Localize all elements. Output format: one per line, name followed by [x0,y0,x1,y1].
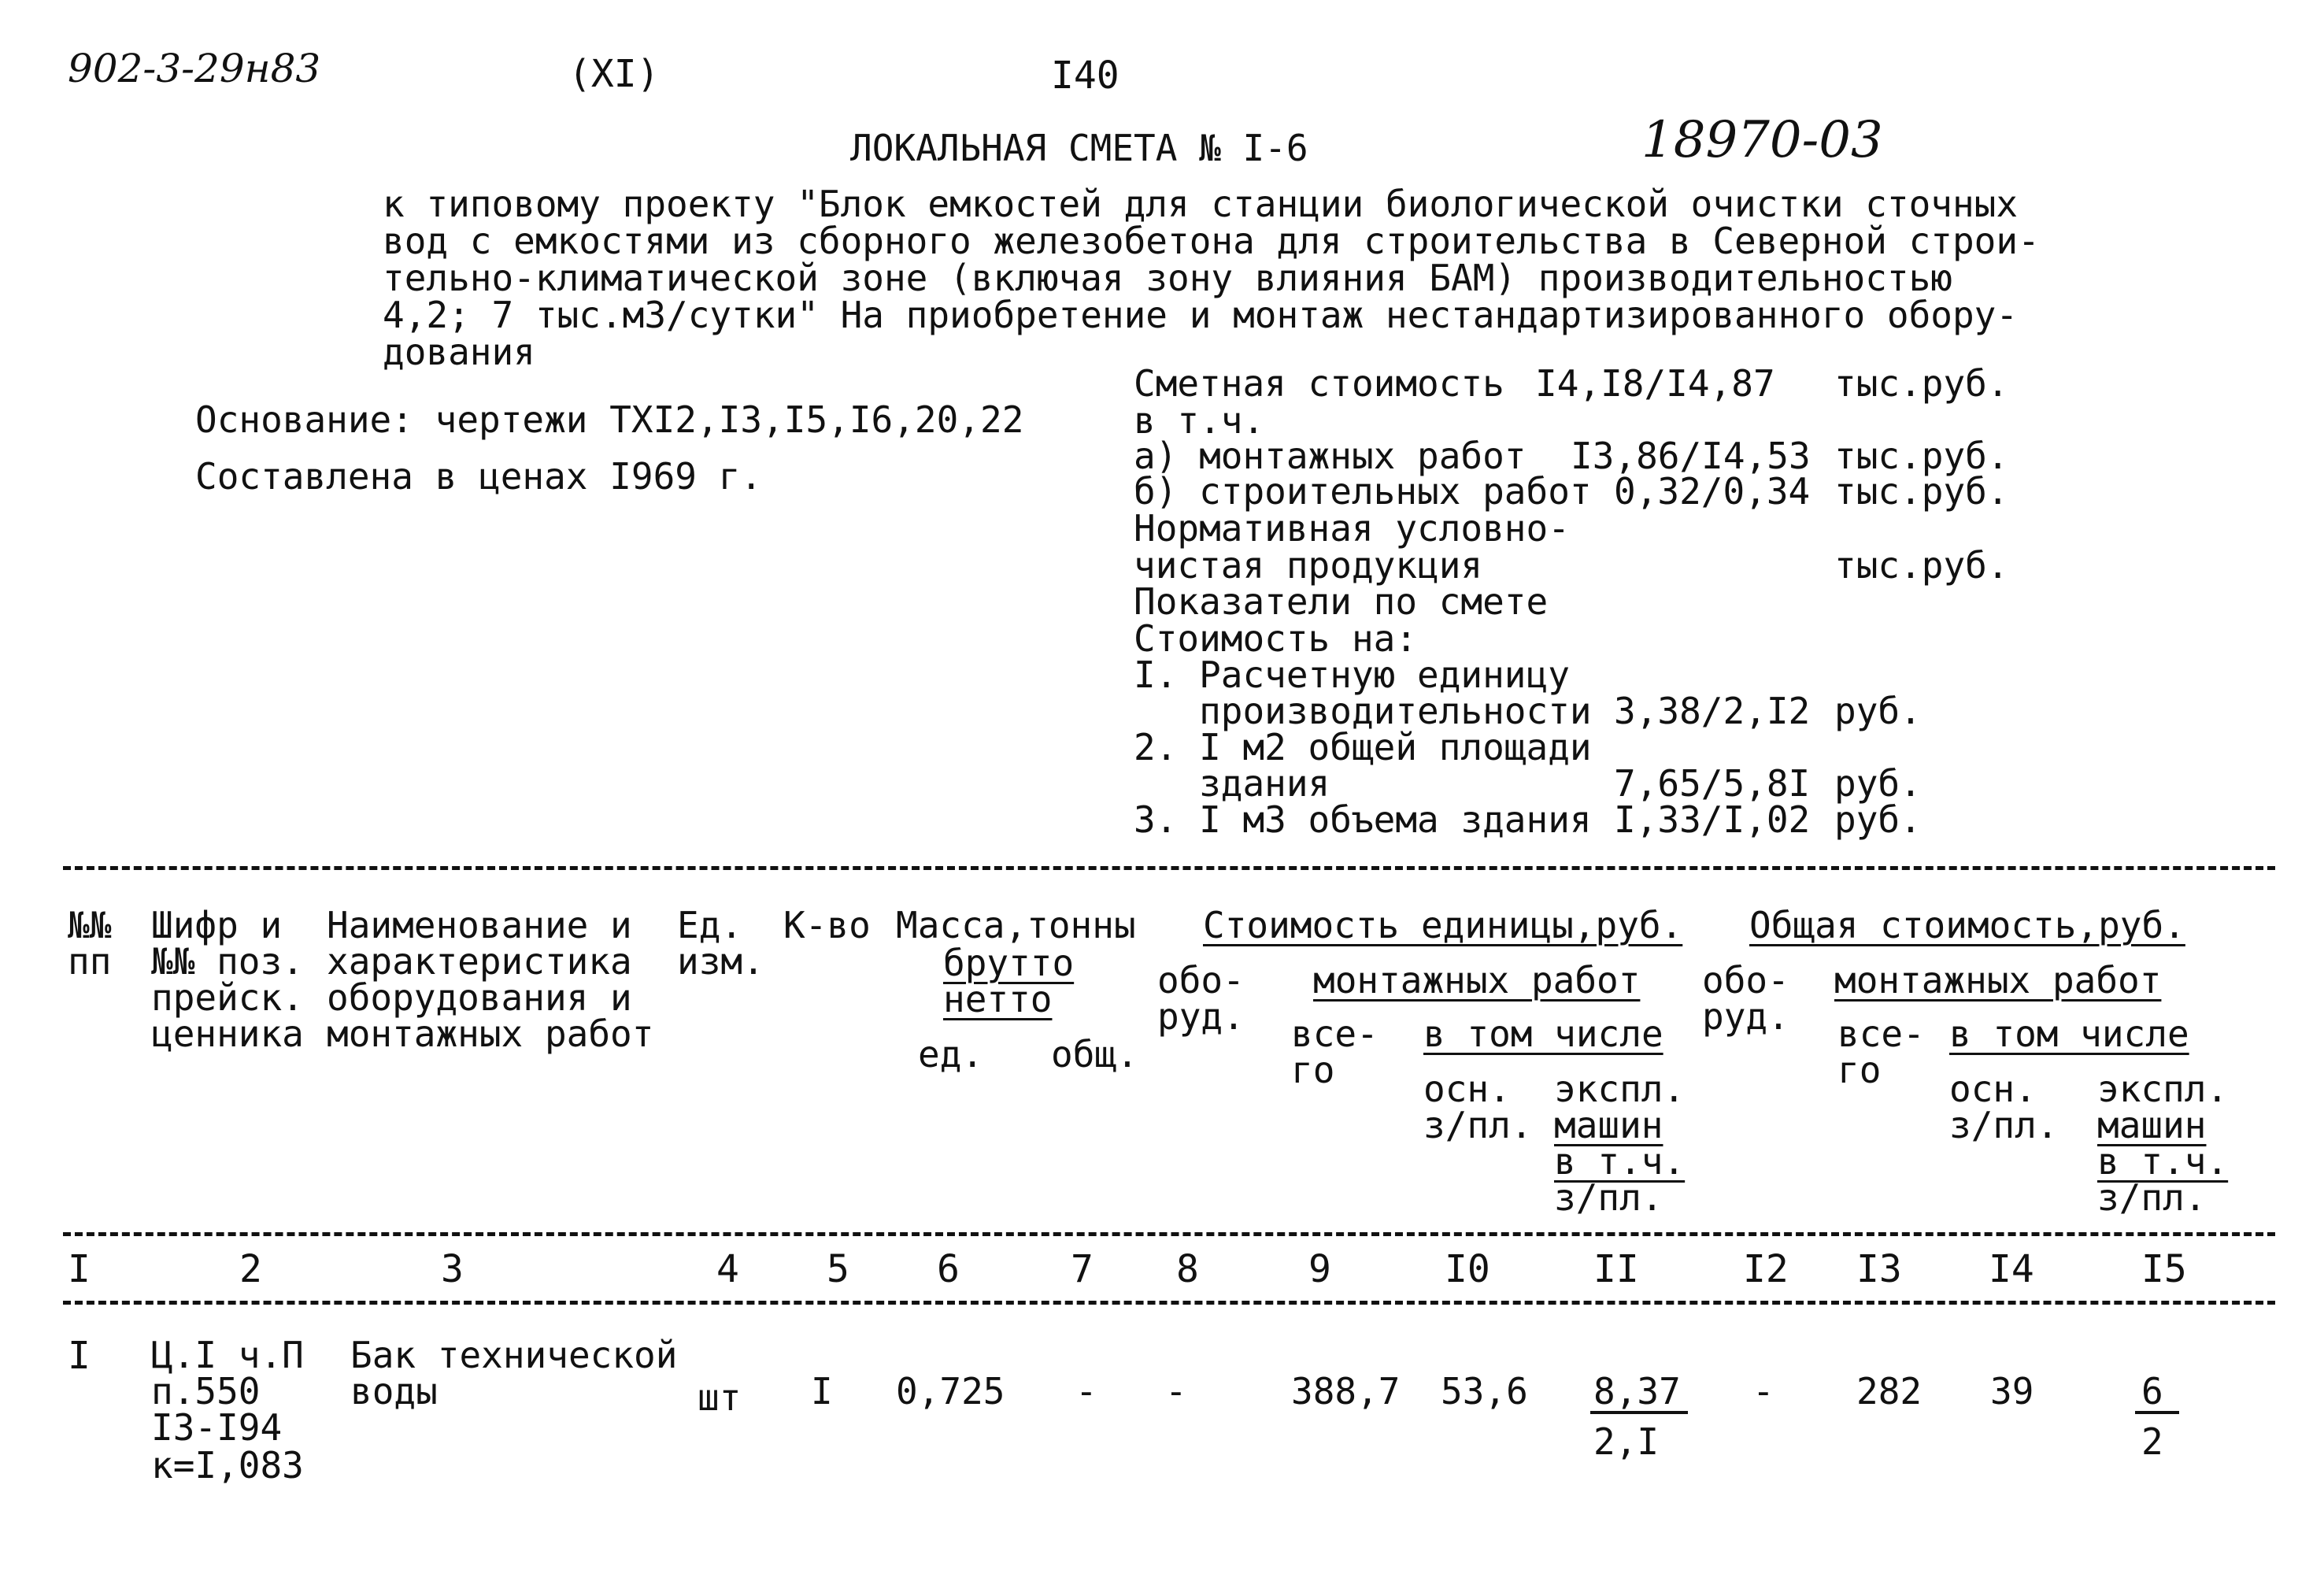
summary-value: 7,65/5,8I [1614,762,1811,805]
part-label: (XI) [568,52,660,96]
summary-label: I. Расчетную единицу [1134,654,1570,696]
description-line: дования [383,331,535,373]
header-total-machine: з/пл. [2097,1176,2207,1219]
column-number: I5 [2141,1247,2187,1291]
summary-unit: тыс.руб. [1834,470,2009,513]
header-unit-equip: обо- [1157,959,1245,1002]
header-unit-machine: машин [1554,1104,1663,1146]
summary-label: чистая продукция [1134,544,1483,587]
column-number: 5 [827,1247,849,1291]
description-line: 4,2; 7 тыс.м3/сутки" На приобретение и монтаж нестандартизированного обору- [383,294,2019,336]
row-code: Ц.I ч.П [151,1334,304,1376]
header-unit-machine: в т.ч. [1554,1140,1686,1183]
fraction-line [1590,1411,1688,1414]
summary-value: I4,I8/I4,87 [1535,362,1775,405]
row-machine-wage-total: 2 [2141,1420,2163,1463]
row-unit: шт [698,1376,742,1419]
summary-unit: руб. [1834,762,1922,805]
column-number: I0 [1445,1247,1490,1291]
summary-label: Стоимость на: [1134,617,1418,660]
summary-label: Показатели по смете [1134,580,1549,623]
album-code: 18970-03 [1641,111,1883,169]
header-col4: изм. [677,940,764,983]
summary-unit: тыс.руб. [1834,435,2009,477]
row-name: воды [350,1370,438,1413]
header-col4: Ед. [677,904,743,946]
header-total-cost: Общая стоимость,руб. [1749,904,2185,946]
header-total-machine: экспл. [2097,1068,2229,1110]
row-code: к=I,083 [151,1444,304,1487]
column-number: 2 [239,1247,262,1291]
summary-label: б) строительных работ [1134,470,1592,513]
header-col1: пп [68,940,112,983]
summary-unit: руб. [1834,798,1922,841]
header-unit-equip: руд. [1157,995,1245,1038]
row-number: I [68,1334,91,1378]
summary-value: I3,86/I4,53 [1571,435,1811,477]
header-unit-total: го [1291,1049,1335,1091]
column-number: I2 [1743,1247,1789,1291]
row-equip-total: - [1752,1370,1774,1413]
header-total-install: монтажных работ [1834,959,2162,1002]
row-wage-unit: 53,6 [1441,1370,1528,1413]
row-wage-total: 39 [1990,1370,2034,1413]
summary-label: 3. I м3 объема здания [1134,798,1592,841]
header-unit-total: все- [1291,1013,1378,1055]
header-netto: нетто [943,978,1053,1020]
header-col2: прейск. [151,976,304,1019]
summary-unit: тыс.руб. [1834,362,2009,405]
column-number: 6 [937,1247,960,1291]
header-unit-machine: з/пл. [1554,1176,1663,1219]
column-number: 3 [441,1247,464,1291]
column-number: II [1593,1247,1639,1291]
header-col2: №№ поз. [151,940,304,983]
row-code: п.550 [151,1370,261,1413]
summary-value: I,33/I,02 [1614,798,1811,841]
row-install-total: 282 [1856,1370,1922,1413]
row-machine-total: 6 [2141,1370,2163,1413]
row-machine-wage-unit: 2,I [1593,1420,1660,1463]
summary-label: Нормативная условно- [1134,507,1570,550]
row-mass-unit: 0,725 [896,1370,1005,1413]
header-brutto: брутто [943,942,1075,984]
row-qty: I [811,1370,833,1413]
page-number: I40 [1051,54,1119,98]
header-total-incl: в том числе [1949,1013,2189,1055]
estimate-title: ЛОКАЛЬНАЯ СМЕТА № I-6 [850,127,1308,169]
description-line: тельно-климатической зоне (включая зону влияния БАМ) производительностью [383,257,1952,299]
header-col3: оборудования и [327,976,632,1019]
header-col3: монтажных работ [327,1013,654,1055]
table-rule-header [63,1232,2275,1236]
summary-value: 3,38/2,I2 [1614,690,1811,732]
description-line: к типовому проекту "Блок емкостей для станции биологической очистки сточных [383,183,2019,225]
row-machine-unit: 8,37 [1593,1370,1681,1413]
header-col2: Шифр и [151,904,283,946]
column-number: 9 [1308,1247,1331,1291]
header-total-total: все- [1837,1013,1925,1055]
header-mass-total: общ. [1051,1033,1138,1076]
summary-unit: тыс.руб. [1834,544,2009,587]
header-total-equip: руд. [1702,995,1789,1038]
summary-label: 2. I м2 общей площади [1134,726,1592,768]
header-total-machine: в т.ч. [2097,1140,2229,1183]
summary-value: 0,32/0,34 [1614,470,1811,513]
header-col1: №№ [68,904,112,946]
summary-label: производительности [1134,690,1592,732]
column-number: 4 [716,1247,739,1291]
description-line: вод с емкостями из сборного железобетона для строительства в Северной строи- [383,220,2040,262]
header-unit-machine: экспл. [1554,1068,1686,1110]
table-rule-top [63,866,2275,870]
header-total-machine: машин [2097,1104,2207,1146]
basis-prices: Составлена в ценах I969 г. [195,455,763,498]
header-total-wage: з/пл. [1949,1104,2059,1146]
row-install-unit-total: 388,7 [1291,1370,1401,1413]
row-name: Бак технической [350,1334,678,1376]
header-unit-incl: в том числе [1423,1013,1663,1055]
header-total-wage: осн. [1949,1068,2037,1110]
header-mass-unit: ед. [918,1033,984,1076]
basis-drawings: Основание: чертежи ТХI2,I3,I5,I6,20,22 [195,398,1024,441]
summary-label: в т.ч. [1134,399,1265,442]
table-rule-numbers [63,1301,2275,1305]
header-unit-cost: Стоимость единицы,руб. [1203,904,1683,946]
document-number: 902-3-29н83 [68,46,321,91]
column-number: 8 [1176,1247,1199,1291]
header-unit-wage: з/пл. [1423,1104,1533,1146]
header-col5: К-во [783,904,871,946]
column-number: 7 [1071,1247,1094,1291]
fraction-line [2135,1411,2179,1414]
header-col2: ценника [151,1013,304,1055]
summary-label: Сметная стоимость [1134,362,1504,405]
row-mass-total: - [1075,1370,1097,1413]
header-mass: Масса,тонны [896,904,1136,946]
row-code: I3-I94 [151,1406,283,1449]
header-col3: характеристика [327,940,632,983]
column-number: I4 [1989,1247,2034,1291]
column-number: I3 [1856,1247,1902,1291]
summary-label: здания [1134,762,1330,805]
summary-unit: руб. [1834,690,1922,732]
header-col3: Наименование и [327,904,632,946]
header-total-equip: обо- [1702,959,1789,1002]
header-unit-wage: осн. [1423,1068,1511,1110]
column-number: I [68,1247,91,1291]
summary-label: а) монтажных работ [1134,435,1527,477]
row-equip-unit: - [1165,1370,1187,1413]
header-unit-install: монтажных работ [1313,959,1641,1002]
header-total-total: го [1837,1049,1882,1091]
